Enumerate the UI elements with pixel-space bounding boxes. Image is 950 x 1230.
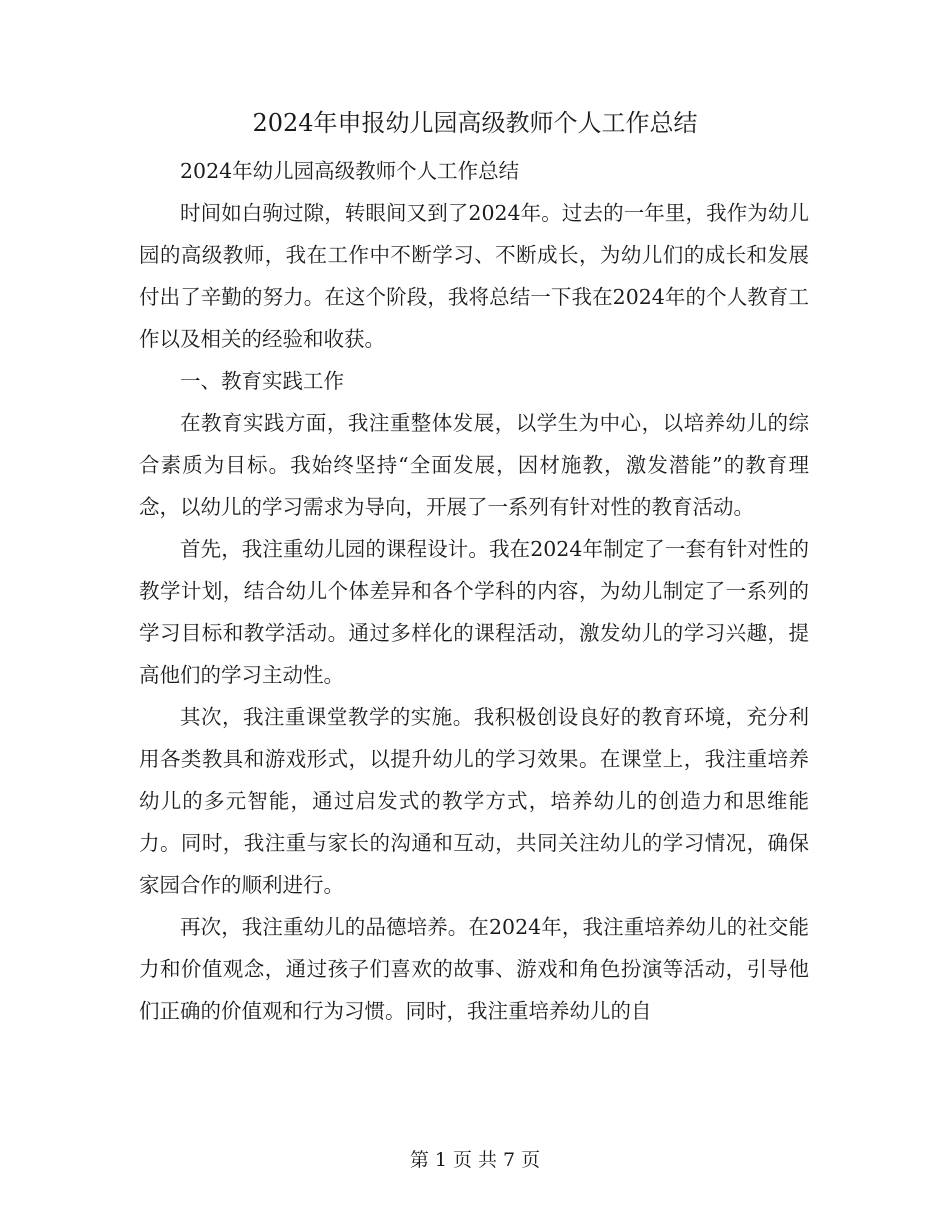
body-paragraph: 再次，我注重幼儿的品德培养。在2024年，我注重培养幼儿的社交能力和价值观念，通过孩子们喜欢的故事、游戏和角色扮演等活动，引导他们正确的价值观和行为习惯。同时，我注重培养幼儿的自 xyxy=(139,915,809,1023)
page-footer: 第 1 页 共 7 页 xyxy=(409,1149,541,1171)
body-paragraph: 其次，我注重课堂教学的实施。我积极创设良好的教育环境，充分利用各类教具和游戏形式，以提升幼儿的学习效果。在课堂上，我注重培养幼儿的多元智能，通过启发式的教学方式，培养幼儿的创造力和思维能力。同时，我注重与家长的沟通和互动，共同关注幼儿的学习情况，确保家园合作的顺利进行。 xyxy=(139,705,809,897)
section-heading: 一、教育实践工作 xyxy=(180,369,344,393)
body-paragraph: 首先，我注重幼儿园的课程设计。我在2024年制定了一套有针对性的教学计划，结合幼儿个体差异和各个学科的内容，为幼儿制定了一系列的学习目标和教学活动。通过多样化的课程活动，激发幼儿的学习兴趣，提高他们的学习主动性。 xyxy=(139,537,809,687)
body-paragraph: 在教育实践方面，我注重整体发展，以学生为中心，以培养幼儿的综合素质为目标。我始终坚持“全面发展，因材施教，激发潜能”的教育理念，以幼儿的学习需求为导向，开展了一系列有针对性的教育活动。 xyxy=(139,411,809,519)
subtitle-paragraph: 2024年幼儿园高级教师个人工作总结 xyxy=(180,159,520,183)
document-body xyxy=(139,150,809,1032)
document-title: 2024年申报幼儿园高级教师个人工作总结 xyxy=(252,109,698,137)
intro-paragraph: 时间如白驹过隙，转眼间又到了2024年。过去的一年里，我作为幼儿园的高级教师，我在工作中不断学习、不断成长，为幼儿们的成长和发展付出了辛勤的努力。在这个阶段，我将总结一下我在2024年的个人教育工作以及相关的经验和收获。 xyxy=(139,201,809,351)
